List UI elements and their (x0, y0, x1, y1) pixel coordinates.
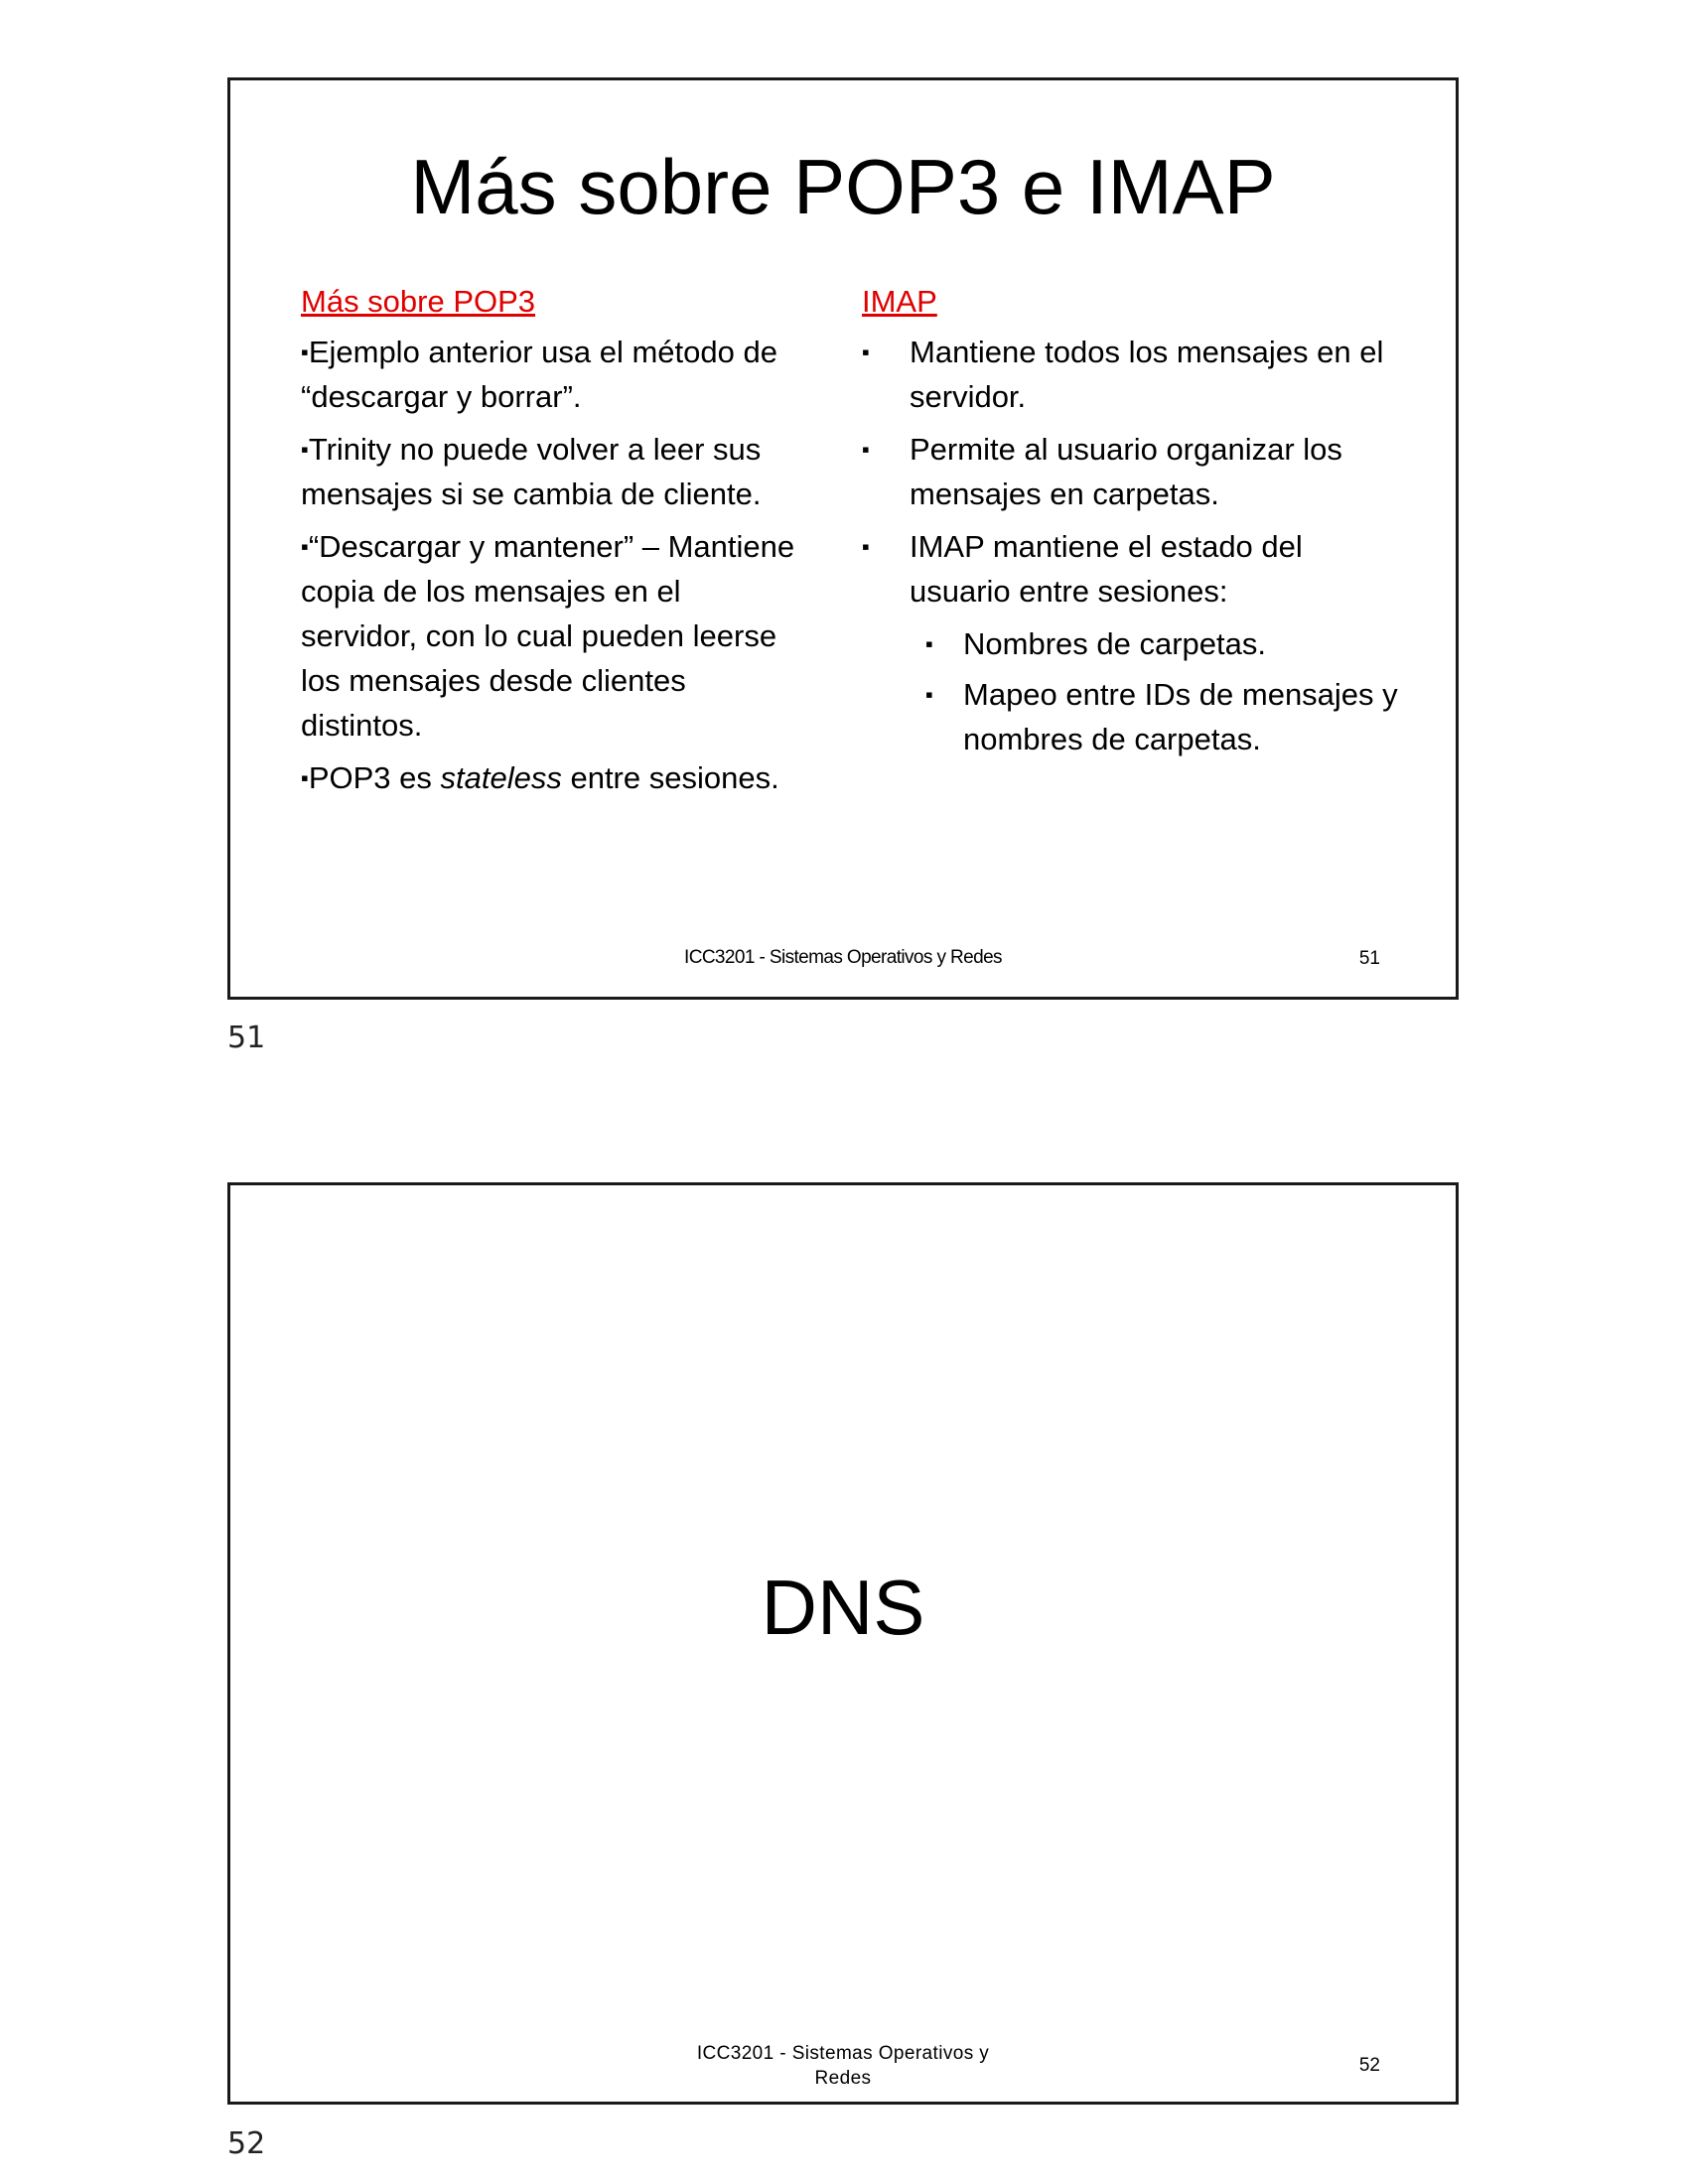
square-bullet-icon: ▪ (301, 340, 309, 364)
pop3-column (301, 279, 797, 808)
square-bullet-icon: ▪ (301, 534, 309, 559)
imap-bullet: ▪ IMAP mantiene el estado del usuario entre sesiones: (862, 524, 1398, 614)
slide-number: 52 (1358, 2055, 1380, 2076)
page-number: 52 (227, 2126, 266, 2161)
square-bullet-icon: ▪ (862, 534, 870, 559)
imap-heading: IMAP (862, 284, 937, 319)
slide-51 (227, 77, 1459, 1000)
slide-title: DNS (761, 1564, 925, 1651)
slide-footer: ICC3201 - Sistemas Operativos y Redes (684, 947, 1002, 968)
square-bullet-icon: ▪ (301, 765, 309, 790)
square-bullet-icon: ▪ (925, 631, 933, 656)
imap-subbullet: ▪ Nombres de carpetas. (862, 621, 1398, 666)
imap-column (862, 279, 1398, 767)
pop3-bullet: ▪Ejemplo anterior usa el método de “descargar y borrar”. (301, 335, 777, 414)
square-bullet-icon: ▪ (301, 437, 309, 462)
square-bullet-icon: ▪ (862, 437, 870, 462)
slide-number: 51 (1358, 948, 1380, 969)
pop3-bullet: ▪POP3 es stateless entre sesiones. (301, 760, 779, 795)
imap-subbullet: ▪ Mapeo entre IDs de mensajes y nombres de carpetas. (862, 672, 1398, 761)
pop3-bullet: ▪Trinity no puede volver a leer sus mensajes si se cambia de cliente. (301, 432, 762, 511)
square-bullet-icon: ▪ (925, 682, 933, 707)
square-bullet-icon: ▪ (862, 340, 870, 364)
slide-footer: ICC3201 - Sistemas Operativos y Redes (696, 2043, 990, 2089)
stateless-term: stateless (440, 760, 562, 795)
imap-bullet: ▪ Permite al usuario organizar los mensajes en carpetas. (862, 427, 1398, 516)
pop3-bullet: ▪“Descargar y mantener” – Mantiene copia de los mensajes en el servidor, con lo cual pueden leerse los mensajes desde clientes distintos. (301, 529, 795, 743)
slide-52 (227, 1182, 1459, 2105)
page-number: 51 (227, 1021, 266, 1055)
imap-bullet: ▪ Mantiene todos los mensajes en el servidor. (862, 330, 1398, 419)
pop3-heading: Más sobre POP3 (301, 284, 536, 319)
slide-title: Más sobre POP3 e IMAP (410, 143, 1276, 230)
